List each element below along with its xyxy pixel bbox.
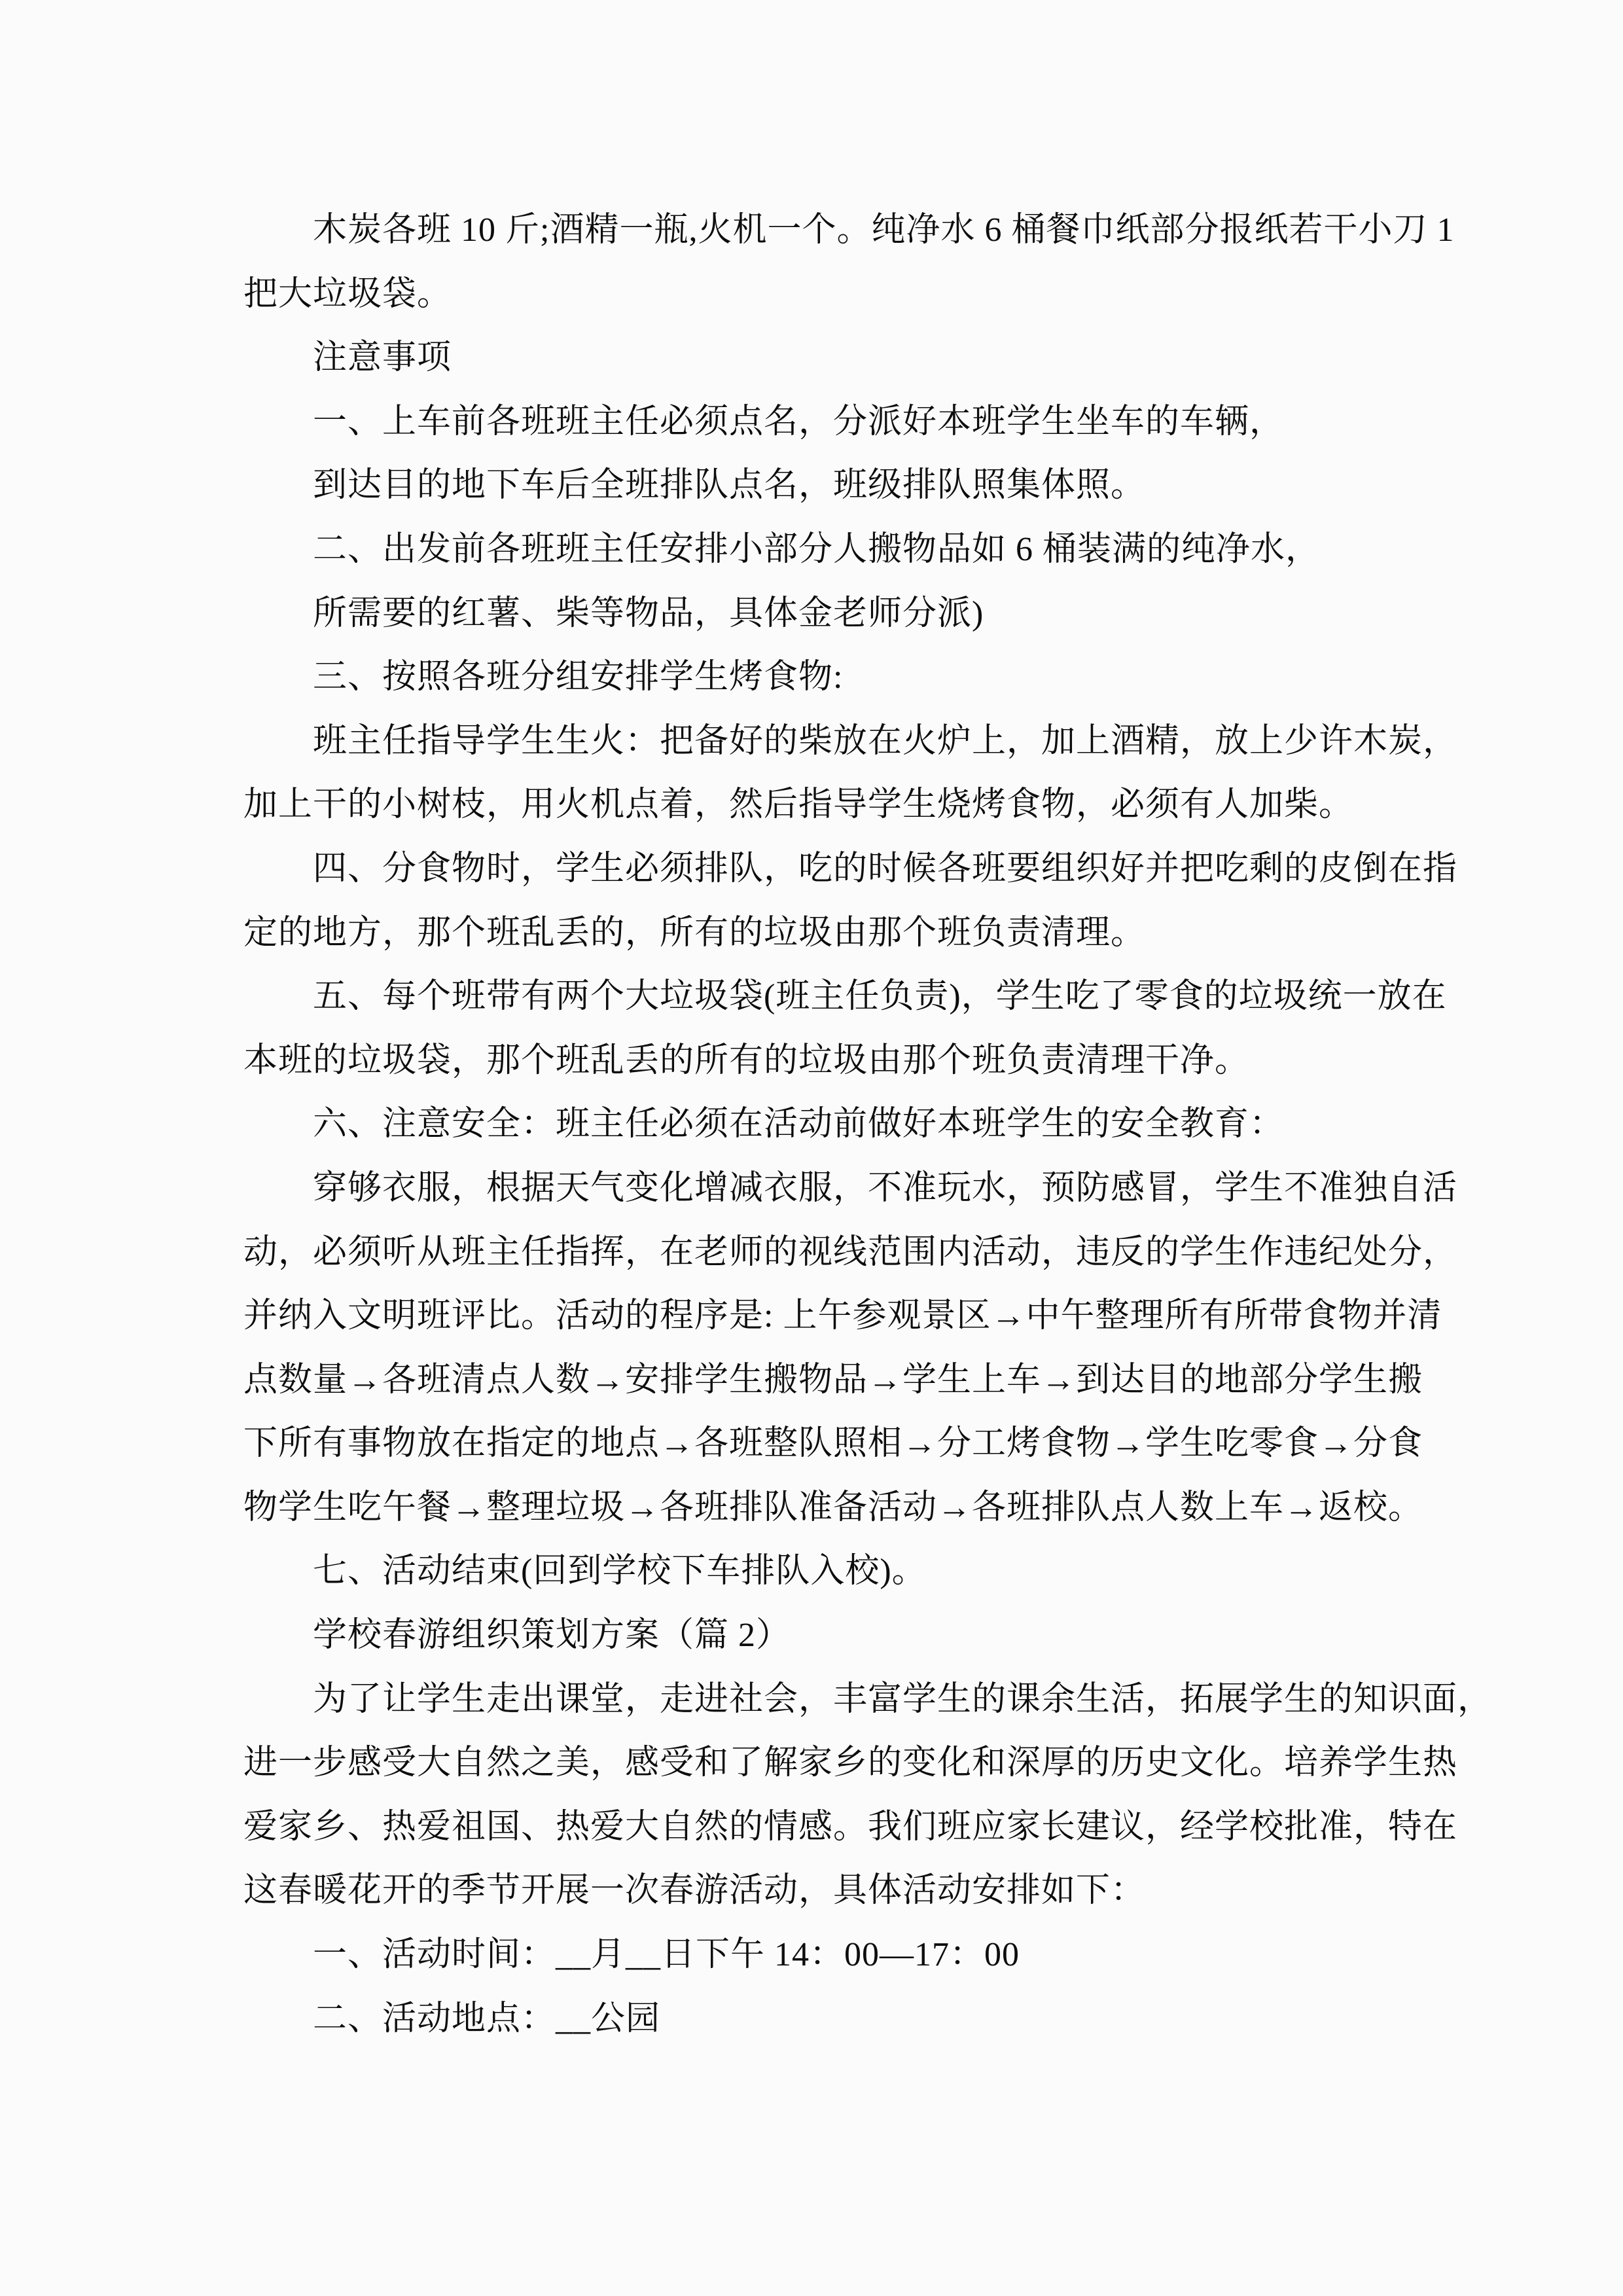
text-line: 穿够衣服，根据天气变化增减衣服，不准玩水，预防感冒，学生不准独自活 <box>313 1169 1458 1207</box>
text-line: 三、按照各班分组安排学生烤食物: <box>313 658 844 696</box>
text-line: 加上干的小树枝，用火机点着，然后指导学生烧烤食物，必须有人加柴。 <box>243 786 1354 824</box>
text-line: 把大垃圾袋。 <box>243 275 452 313</box>
text-line: 二、出发前各班班主任安排小部分人搬物品如 6 桶装满的纯净水， <box>313 530 1321 568</box>
text-line: 进一步感受大自然之美，感受和了解家乡的变化和深厚的历史文化。培养学生热 <box>243 1744 1458 1782</box>
text-line: 注意事项 <box>313 339 452 377</box>
text-line: 动，必须听从班主任指挥，在老师的视线范围内活动，违反的学生作违纪处分， <box>243 1233 1458 1271</box>
text-line: 下所有事物放在指定的地点→各班整队照相→分工烤食物→学生吃零食→分食 <box>243 1425 1423 1463</box>
text-line: 一、上车前各班班主任必须点名，分派好本班学生坐车的车辆， <box>313 403 1285 440</box>
text-line: 学校春游组织策划方案（篇 2） <box>313 1617 791 1655</box>
text-line: 这春暖花开的季节开展一次春游活动，具体活动安排如下： <box>243 1872 1146 1910</box>
text-line: 所需要的红薯、柴等物品，具体金老师分派) <box>313 594 984 632</box>
text-line: 定的地方，那个班乱丢的，所有的垃圾由那个班负责清理。 <box>243 914 1146 952</box>
text-line: 并纳入文明班评比。活动的程序是: 上午参观景区→中午整理所有所带食物并清 <box>243 1297 1442 1335</box>
text-line: 四、分食物时，学生必须排队，吃的时候各班要组织好并把吃剩的皮倒在指 <box>313 850 1458 888</box>
text-line: 七、活动结束(回到学校下车排队入校)。 <box>313 1552 927 1590</box>
text-line: 五、每个班带有两个大垃圾袋(班主任负责)，学生吃了零食的垃圾统一放在 <box>313 978 1447 1016</box>
text-line: 一、活动时间：__月__日下午 14：00—17：00 <box>313 1936 1020 1974</box>
text-line: 爱家乡、热爱祖国、热爱大自然的情感。我们班应家长建议，经学校批准，特在 <box>243 1808 1458 1846</box>
text-line: 二、活动地点：__公园 <box>313 2000 661 2037</box>
text-line: 班主任指导学生生火：把备好的柴放在火炉上，加上酒精，放上少许木炭， <box>313 722 1458 760</box>
text-line: 点数量→各班清点人数→安排学生搬物品→学生上车→到达目的地部分学生搬 <box>243 1361 1423 1399</box>
text-line: 到达目的地下车后全班排队点名，班级排队照集体照。 <box>313 467 1146 505</box>
text-line: 物学生吃午餐→整理垃圾→各班排队准备活动→各班排队点人数上车→返校。 <box>243 1488 1423 1526</box>
text-line: 本班的垃圾袋，那个班乱丢的所有的垃圾由那个班负责清理干净。 <box>243 1041 1250 1079</box>
text-line: 六、注意安全：班主任必须在活动前做好本班学生的安全教育： <box>313 1105 1285 1143</box>
text-line: 为了让学生走出课堂，走进社会，丰富学生的课余生活，拓展学生的知识面， <box>313 1680 1493 1718</box>
text-line: 木炭各班 10 斤;酒精一瓶,火机一个。纯净水 6 桶餐巾纸部分报纸若干小刀 1 <box>313 211 1455 249</box>
document-body <box>243 198 1493 2051</box>
